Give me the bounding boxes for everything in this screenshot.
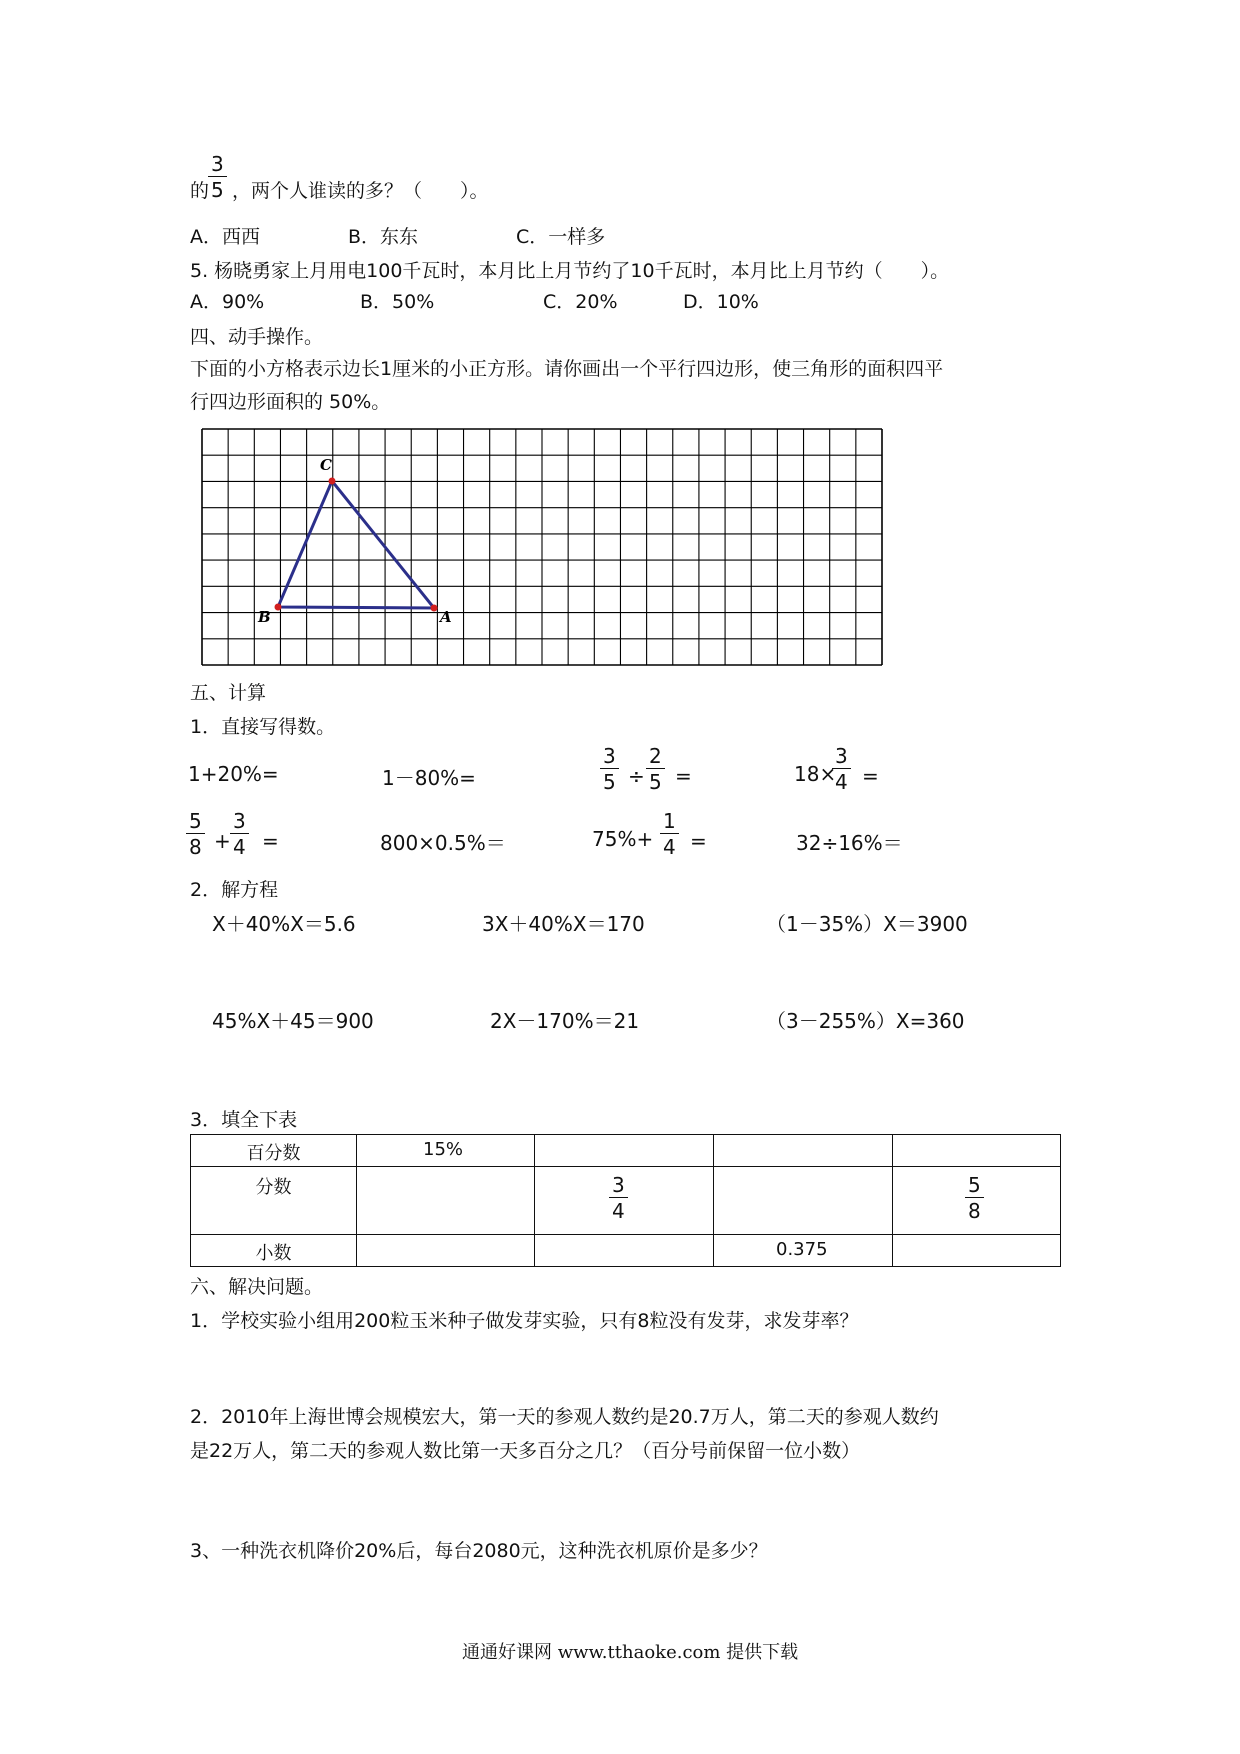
square-grid-with-triangle [0, 0, 1240, 700]
vertex-c-point [329, 478, 336, 485]
calc-r1-e3-eq: = [675, 764, 692, 788]
fraction-denominator: 5 [211, 178, 224, 202]
section4-instruction-line1: 下面的小方格表示边长1厘米的小正方形。请你画出一个平行四边形，使三角形的面积四平 [190, 358, 944, 380]
conversion-table [190, 1134, 1061, 1267]
equation-1: X＋40%X＝5.6 [212, 912, 356, 936]
calc-r2-e1-eq: = [262, 829, 279, 853]
table-cell[interactable] [535, 1235, 714, 1267]
fraction-numerator: 3 [603, 744, 616, 768]
q5-option-b: B．50% [360, 291, 435, 313]
table-fraction [609, 1175, 628, 1221]
section4-title: 四、动手操作。 [190, 326, 324, 348]
table-cell[interactable] [357, 1235, 535, 1267]
calc-r1-e3-op: ÷ [628, 764, 645, 788]
calc-r1-e4-eq: = [862, 764, 879, 788]
problem-2-line2: 是22万人，第二天的参观人数比第一天多百分之几？（百分号前保留一位小数） [190, 1440, 861, 1462]
equation-4: 45%X＋45＝900 [212, 1009, 374, 1033]
vertex-label-b: B [258, 608, 271, 626]
cell-value: 0.375 [776, 1239, 828, 1260]
table-cell[interactable] [714, 1167, 893, 1235]
fraction-denominator: 4 [612, 1199, 625, 1223]
fraction-denominator: 4 [835, 770, 848, 794]
table-cell [714, 1235, 893, 1267]
calc-r2-e3-frac [660, 811, 679, 857]
calc-r2-e3-eq: = [690, 829, 707, 853]
table-cell [191, 1235, 357, 1267]
equation-5: 2X－170%＝21 [490, 1009, 640, 1033]
fraction-denominator: 8 [189, 835, 202, 859]
fraction-denominator: 5 [603, 770, 616, 794]
fraction-numerator: 5 [189, 809, 202, 833]
calc-r2-e4: 32÷16%＝ [796, 831, 903, 855]
q4-option-a: A．西西 [190, 226, 260, 248]
section5-sub1: 1．直接写得数。 [190, 716, 336, 738]
fraction-numerator: 1 [663, 809, 676, 833]
table-cell [535, 1167, 714, 1235]
section5-sub3: 3．填全下表 [190, 1109, 298, 1131]
q5-option-d: D．10% [683, 291, 759, 313]
calc-r2-e1-frac2 [230, 811, 249, 857]
table-cell[interactable] [357, 1167, 535, 1235]
q5-option-a: A．90% [190, 291, 265, 313]
table-cell[interactable] [893, 1235, 1061, 1267]
fraction-numerator: 3 [835, 744, 848, 768]
calc-r2-e1-frac1 [186, 811, 205, 857]
section5-title: 五、计算 [190, 682, 267, 704]
calc-r2-e1-op: + [214, 829, 231, 853]
equation-3: （1－35%）X＝3900 [766, 912, 968, 936]
q5-text: 5. 杨晓勇家上月用电100千瓦时，本月比上月节约了10千瓦时，本月比上月节约（ ）。 [190, 260, 950, 282]
q4-prefix: 的 [190, 180, 210, 202]
calc-r1-e1: 1+20%= [188, 762, 279, 786]
page-footer: 通通好课网 www.tthaoke.com 提供下载 [462, 1642, 799, 1663]
calc-r2-e2: 800×0.5%＝ [380, 831, 506, 855]
calc-r1-e4-pre: 18× [794, 762, 837, 786]
vertex-label-a: A [440, 608, 452, 626]
q5-option-c: C．20% [543, 291, 618, 313]
problem-1: 1．学校实验小组用200粒玉米种子做发芽实验，只有8粒没有发芽，求发芽率？ [190, 1310, 859, 1332]
problem-3: 3、一种洗衣机降价20%后，每台2080元，这种洗衣机原价是多少？ [190, 1540, 768, 1562]
calc-r1-e2: 1－80%= [382, 766, 476, 790]
table-cell[interactable] [893, 1135, 1061, 1167]
table-row [191, 1235, 1061, 1267]
table-cell[interactable] [714, 1135, 893, 1167]
table-row [191, 1135, 1061, 1167]
fraction-denominator: 4 [663, 835, 676, 859]
fraction-denominator: 4 [233, 835, 246, 859]
q4-option-b: B．东东 [348, 226, 419, 248]
fraction-numerator: 3 [233, 809, 246, 833]
table-cell [191, 1135, 357, 1167]
calc-r2-e3-pre: 75%+ [592, 827, 654, 851]
fraction-numerator: 2 [649, 744, 662, 768]
q4-question-text: ，两个人谁读的多？（ ）。 [232, 180, 489, 202]
row-header-fraction: 分数 [255, 1177, 292, 1198]
equation-2: 3X＋40%X＝170 [482, 912, 645, 936]
vertex-b-point [275, 604, 282, 611]
problem-2-line1: 2．2010年上海世博会规模宏大，第一天的参观人数约是20.7万人，第二天的参观人数约 [190, 1406, 939, 1428]
fraction-denominator: 8 [968, 1199, 981, 1223]
fraction-numerator: 3 [612, 1173, 625, 1197]
q4-option-c: C．一样多 [516, 226, 606, 248]
triangle-abc [278, 481, 434, 608]
fraction-numerator: 5 [968, 1173, 981, 1197]
calc-r1-e3-frac1 [600, 746, 619, 792]
equation-6: （3－255%）X=360 [766, 1009, 965, 1033]
fraction-numerator: 3 [211, 152, 224, 176]
table-cell[interactable] [535, 1135, 714, 1167]
calc-r1-e4-frac [832, 746, 851, 792]
row-header-percent: 百分数 [246, 1143, 301, 1164]
cell-value: 15% [423, 1139, 464, 1160]
section6-title: 六、解决问题。 [190, 1276, 324, 1298]
section5-sub2: 2．解方程 [190, 879, 279, 901]
table-cell [893, 1167, 1061, 1235]
vertex-a-point [431, 605, 438, 612]
section4-instruction-line2: 行四边形面积的 50%。 [190, 391, 391, 413]
table-cell[interactable] [357, 1135, 535, 1167]
table-cell [191, 1167, 357, 1235]
calc-r1-e3-frac2 [646, 746, 665, 792]
fraction-denominator: 5 [649, 770, 662, 794]
row-header-decimal: 小数 [255, 1243, 292, 1264]
vertex-label-c: C [320, 456, 332, 474]
table-fraction [965, 1175, 984, 1221]
table-row [191, 1167, 1061, 1235]
